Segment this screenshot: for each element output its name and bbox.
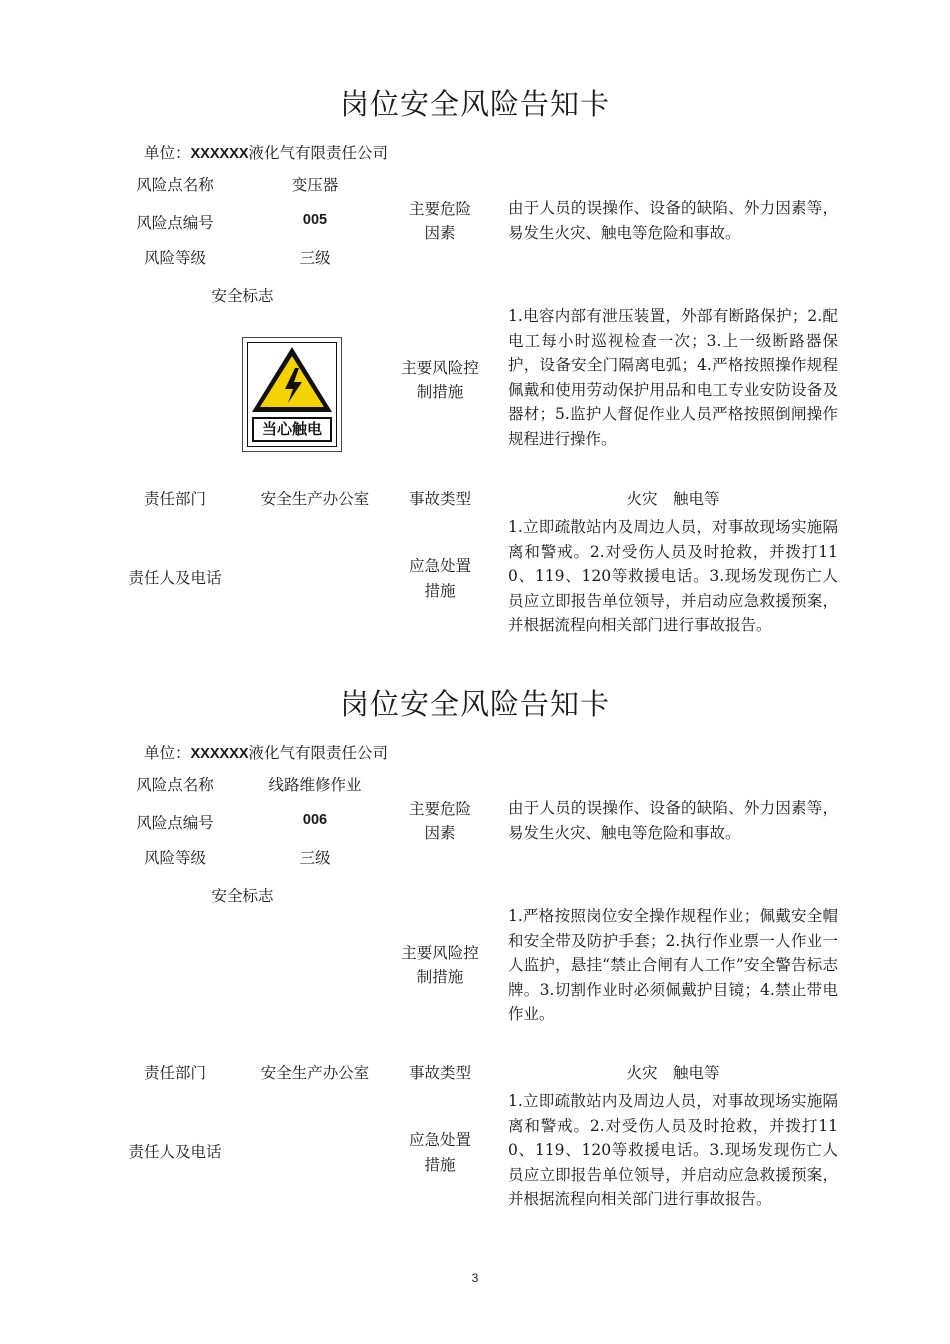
control-label-line-1: 主要风险控: [401, 944, 479, 962]
high-voltage-warning-icon: [248, 343, 336, 415]
electric-shock-warning-sign: [242, 337, 342, 452]
control-label-line-2: 制措施: [416, 968, 464, 986]
control-text: 1.电容内部有泄压装置，外部有断路保护；2.配电工每小时巡视检查一次；3.上一级断路器保护，设备安全门隔离电弧；4.严格按照操作规程佩戴和使用劳动保护用品和电工专业安防设备及器材；5.监护人督促作业人员严格按照倒闸操作规程进行操作。: [508, 307, 838, 448]
dept-label: 责任部门: [143, 1064, 206, 1082]
risk-name-value: 线路维修作业: [268, 776, 362, 794]
unit-name: 液化气有限责任公司: [248, 144, 389, 162]
risk-no-label: 风险点编号: [136, 814, 214, 832]
unit-label: 单位：: [144, 144, 191, 162]
unit-line: [144, 141, 388, 163]
unit-label: 单位：: [144, 744, 191, 762]
risk-level-value: 三级: [299, 249, 331, 267]
control-text: 1.严格按照岗位安全操作规程作业；佩戴安全帽和安全带及防护手套；2.执行作业票一人作业一人监护，悬挂“禁止合闸有人工作”安全警告标志牌。3.切割作业时必须佩戴护目镜；4.禁止带电作业。: [508, 907, 838, 1023]
control-label-line-1: 主要风险控: [401, 359, 479, 377]
dept-value: 安全生产办公室: [260, 490, 370, 508]
risk-level-value: 三级: [299, 849, 331, 867]
hazard-text: 由于人员的误操作、设备的缺陷、外力因素等，易发生火灾、触电等危险和事故。: [508, 799, 838, 842]
accident-type-value: 火灾 触电等: [626, 1064, 720, 1082]
dept-value: 安全生产办公室: [260, 1064, 370, 1082]
risk-name-label: 风险点名称: [136, 176, 214, 194]
hazard-label-line-1: 主要危险: [408, 800, 471, 818]
dept-label: 责任部门: [143, 490, 206, 508]
card-title: 岗位安全风险告知卡: [339, 687, 610, 721]
hazard-label-line-2: 因素: [424, 824, 456, 842]
emergency-label-line-1: 应急处置: [408, 557, 471, 575]
hazard-label-line-1: 主要危险: [408, 200, 471, 218]
safety-sign-label: 安全标志: [211, 887, 274, 905]
person-phone-label: 责任人及电话: [128, 569, 222, 587]
hazard-label-line-2: 因素: [424, 224, 456, 242]
unit-code: XXXXXX: [190, 146, 249, 162]
risk-level-label: 风险等级: [143, 849, 206, 867]
hazard-text: 由于人员的误操作、设备的缺陷、外力因素等，易发生火灾、触电等危险和事故。: [508, 199, 838, 242]
unit-line: [144, 741, 388, 763]
accident-type-label: 事故类型: [408, 490, 471, 508]
emergency-text: 1.立即疏散站内及周边人员，对事故现场实施隔离和警戒。2.对受伤人员及时抢救，并拨打110、119、120等救援电话。3.现场发现伤亡人员应立即报告单位领导，并启动应急救援预案，并根据流程向相关部门进行事故报告。: [508, 1092, 838, 1208]
unit-code: XXXXXX: [190, 746, 249, 762]
emergency-label-line-2: 措施: [424, 582, 456, 600]
control-label-line-2: 制措施: [416, 383, 464, 401]
risk-name-value: 变压器: [291, 176, 339, 194]
accident-type-label: 事故类型: [408, 1064, 471, 1082]
risk-name-label: 风险点名称: [136, 776, 214, 794]
risk-no-value: 006: [302, 812, 328, 828]
emergency-label-line-2: 措施: [424, 1156, 456, 1174]
emergency-text: 1.立即疏散站内及周边人员，对事故现场实施隔离和警戒。2.对受伤人员及时抢救，并拨打110、119、120等救援电话。3.现场发现伤亡人员应立即报告单位领导，并启动应急救援预案，并根据流程向相关部门进行事故报告。: [508, 518, 838, 634]
unit-name: 液化气有限责任公司: [248, 744, 389, 762]
risk-no-label: 风险点编号: [136, 214, 214, 232]
safety-sign-label: 安全标志: [211, 287, 274, 305]
emergency-label-line-1: 应急处置: [408, 1131, 471, 1149]
card-title: 岗位安全风险告知卡: [339, 87, 610, 121]
accident-type-value: 火灾 触电等: [626, 490, 720, 508]
risk-no-value: 005: [302, 212, 328, 228]
sign-caption: 当心触电: [252, 417, 332, 442]
risk-level-label: 风险等级: [143, 249, 206, 267]
page-number: 3: [471, 1271, 479, 1285]
person-phone-label: 责任人及电话: [128, 1143, 222, 1161]
